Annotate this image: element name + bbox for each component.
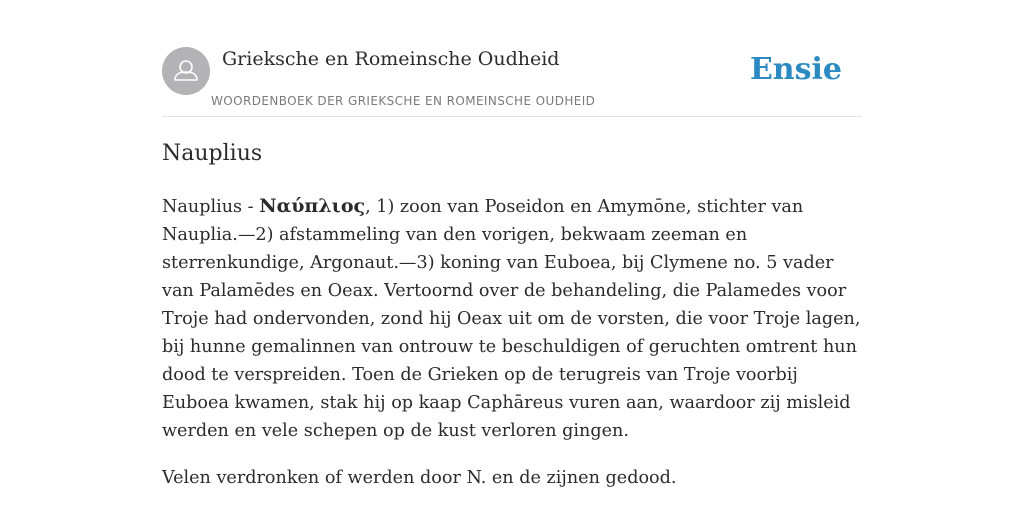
second-paragraph: Velen verdronken of werden door N. en de zijnen gedood. [162, 468, 677, 488]
page-title: Nauplius [162, 141, 263, 166]
lead-term: Nauplius [162, 197, 243, 217]
user-silhouette-icon [162, 47, 210, 95]
definition-paragraph [162, 192, 866, 445]
term-separator: - [242, 197, 260, 217]
ensie-logo[interactable]: Ensie [749, 52, 842, 87]
header [162, 46, 862, 117]
definition-text: , 1) zoon van Poseidon en Amymōne, stichter van Nauplia.—2) afstammeling van den vorigen, bekwaam zeeman en sterrenkundige, Argonaut.—3) koning van Euboea, bij Clymene no. 5 vader van Palamēdes en Oeax. Vertoornd over de behandeling, die Palamedes voor Troje had ondervonden, zond hij Oeax uit om de vorsten, die voor Troje lagen, bij hunne gemalinnen van ontrouw te beschuldigen of geruchten omtrent hun dood te verspreiden. Toen de Grieken op de terugreis van Troje voorbij Euboea kwamen, stak hij op kaap Caphāreus vuren aan, waardoor zij misleid werden en vele schepen op de kust verloren gingen. [162, 197, 861, 441]
dictionary-subtitle[interactable]: WOORDENBOEK DER GRIEKSCHE EN ROMEINSCHE OUDHEID [211, 94, 596, 108]
site-title[interactable]: Grieksche en Romeinsche Oudheid [222, 48, 560, 70]
entry-body [162, 192, 866, 511]
greek-term: Ναύπλιος [259, 195, 366, 217]
avatar[interactable] [162, 47, 210, 95]
